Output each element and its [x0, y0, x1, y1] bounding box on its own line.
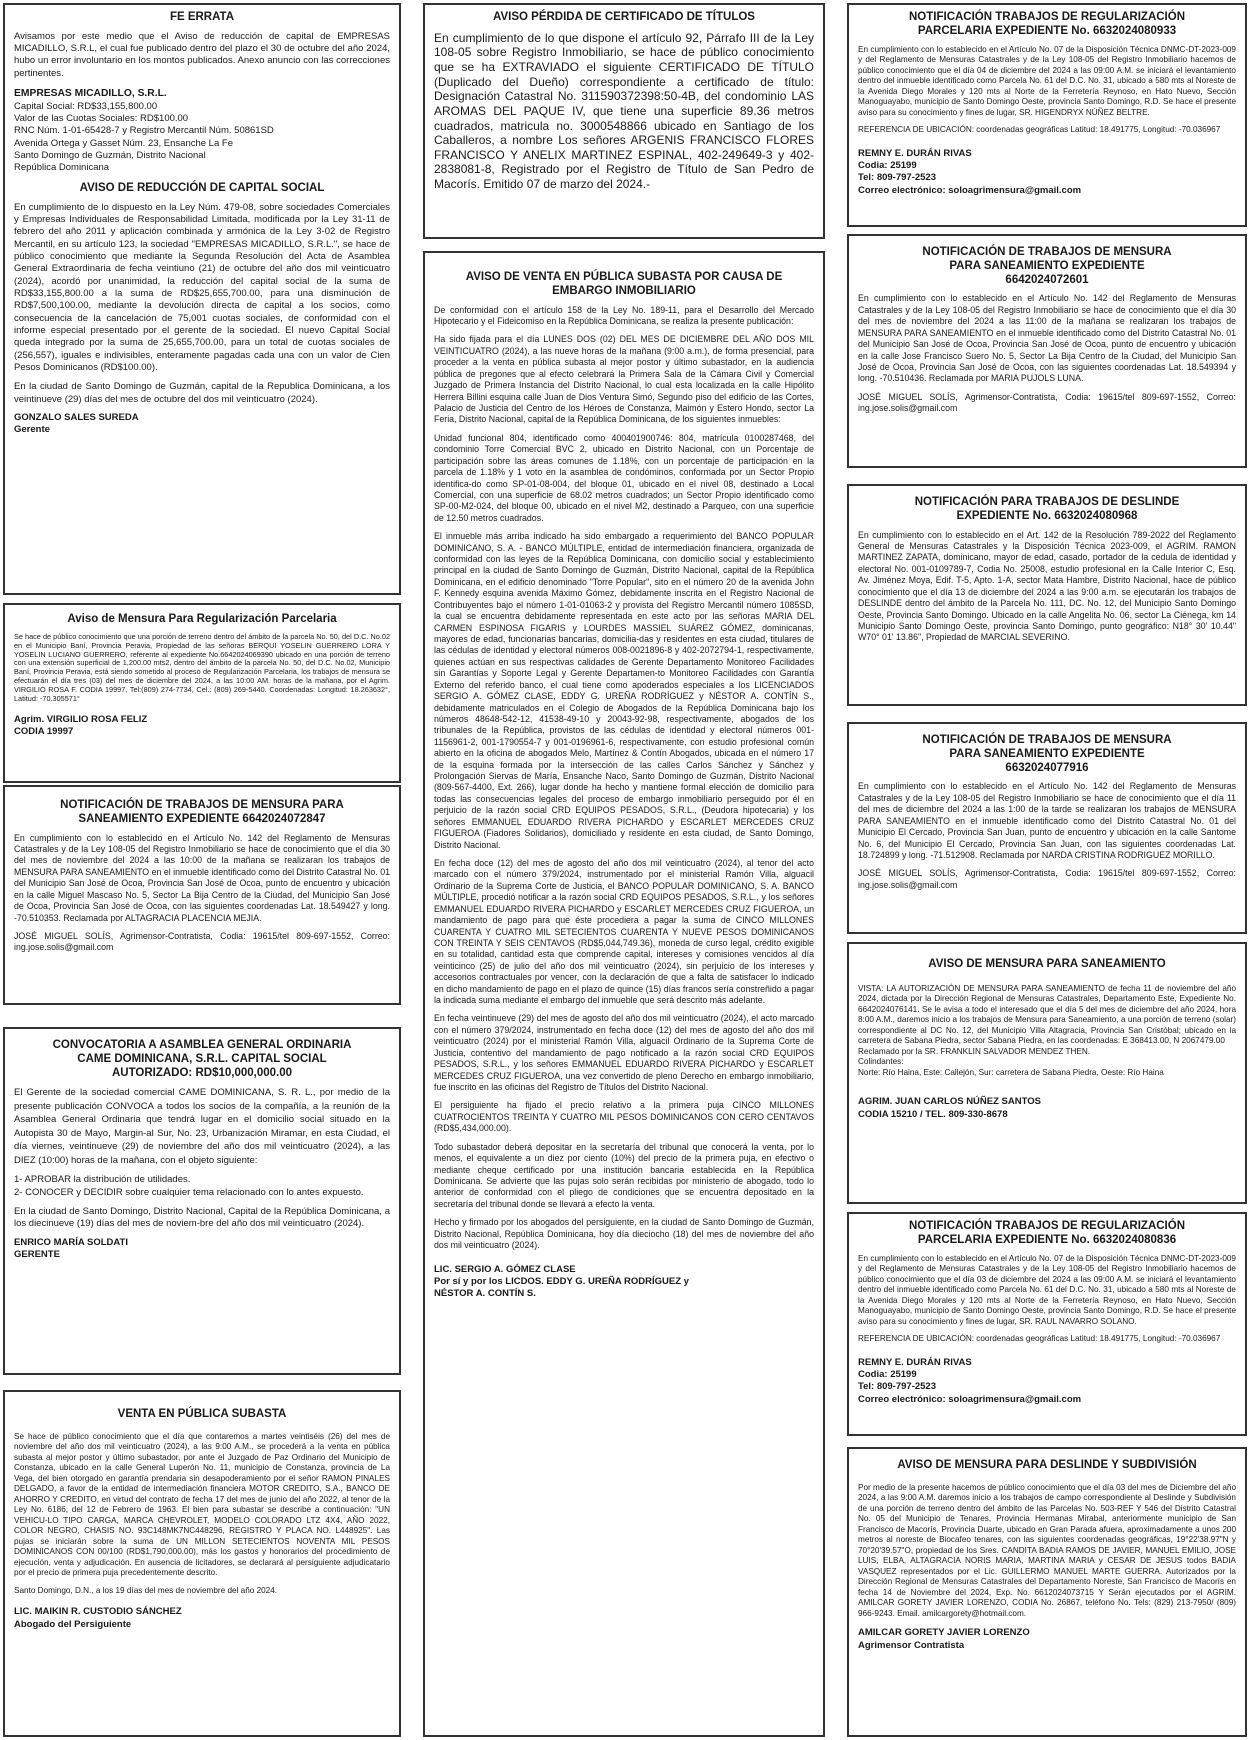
notice-paragraph: En cumplimiento con lo establecido en el Art. 142 de la Resolución 789-2022 del Reglamento General de Mensuras Catastrales y la Disposición Técnica 2023-009, el AGRIM. RAMON MARTINEZ ZAPATA, dominicano, mayor de edad, casado, portador de la cedula de identidad y electoral No. 001-0109789-7, Codia No. 25008, estudio profesional en la Calle Interior C, Esq. Av. Jiménez Moya, Edif. T-5, Apto. 1-A, sector Mata Hambre, Distrito Nacional, hace de público conocimiento que el día 13 de diciembre del 2024 a las 9:00 a.m. se ejecutarán los trabajos de DESLINDE dentro del ámbito de la Parcela No. 111, DC. No. 12, del Municipio Santo Domingo Oeste, Provincia Santo Domingo. Ubicado en la calle Angelita No. 06, sector La Ciénega, km 14 Municipio Santo Domingo Oeste, provincia Santo Domingo, punto geográfico: N18° 30' 10.44" W70° 01' 13.86", Propiedad de MARCIAL SEVERINO.: [858, 529, 1236, 643]
company-city: Santo Domingo de Guzmán, Distrito Nacional: [14, 150, 206, 162]
venta-subasta-notice: [3, 1390, 401, 1737]
signer-name: ENRICO MARÍA SOLDATI: [14, 1236, 128, 1248]
saneamiento-7916-notice: [847, 722, 1247, 934]
notice-date: Santo Domingo, D.N., a los 19 días del mes de noviembre del año 2024.: [14, 1585, 278, 1595]
signer-phone: Tel: 809-797-2523: [858, 1381, 936, 1393]
signer-name: REMNY E. DURÁN RIVAS: [858, 1356, 972, 1368]
signature-line: JOSÉ MIGUEL SOLÍS, Agrimensor-Contratista, Codia: 19615/tel 809-697-1552, Correo: ing.jose.solis@gmail.com: [858, 391, 1236, 414]
company-rnc: RNC Núm. 1-01-65428-7 y Registro Mercantil Núm. 50861SD: [14, 125, 274, 137]
notice-paragraph: Unidad funcional 804, identificado como 400401900746: 804, matrícula 0100287468, del condominio Torre Comercial BVC 2, ubicado en Distrito Nacional, con un Porcentaje de participación sobre las áreas comunes de 1.18%, con un porcentaje de participación en la parcela de 1.18% y 1 voto en la asamblea de condóminos, conformada por un Sector Propio identifica-do como SP-01-08-004, del bloque 01, ubicado en el nivel 08, destinado a Local Comercial, con una superficie de 68.02 metros cuadrados; un Sector Propio identificado como SP-00-M2-024, del bloque 00, ubicado en el nivel M2, destinado a Parqueo, con una superficie de 12.50 metros cuadrados.: [434, 432, 814, 523]
signer-name: LIC. MAIKIN R. CUSTODIO SÁNCHEZ: [14, 1606, 182, 1618]
signer-name: GONZALO SALES SUREDA: [14, 412, 139, 424]
signer-codia: Codia: 25199: [858, 159, 917, 171]
notice-paragraph: El persiguiente ha fijado el precio relativo a la primera puja CINCO MILLONES CUATROCIENTOS TREINTA Y CUATRO MIL PESOS DOMINICANOS CON CERO CENTAVOS (RD$5,434,000.00).: [434, 1100, 814, 1134]
notice-paragraph: En cumplimiento con lo establecido en el Artículo No. 07 de la Disposición Técnica DNMC-DT-2023-009 y del Reglamento de Mensuras Catastrales y de la Ley 108-05 del Registro Inmobiliario hacemos de público conocimiento que el día 03 de diciembre del 2024 a las 09:00 A.M. se iniciará el levantamiento dentro del inmueble identificado como Parcela No. 61 del D.C. No. 31, ubicado a 580 mts al Noreste de la Avenida Diego Morales y 120 mts al Norte de la Ferretería Reynoso, en Hato Nuevo, Sección Manoguayabo, municipio de Santo Domingo Oeste, provincia Santo Domingo, R.D. Se hace el presente aviso para su conocimiento y fines de lugar, SR. RAUL NAVARRO SOLANO.: [858, 1253, 1236, 1326]
agenda-item: 2- CONOCER y DECIDIR sobre cualquier tema relacionado con lo antes expuesto.: [14, 1186, 364, 1198]
notice-title: AVISO DE MENSURA PARA DESLINDE Y SUBDIVISIÓN: [897, 1459, 1197, 1471]
regularizacion-0836-notice: [847, 1212, 1247, 1436]
notice-paragraph: Por medio de la presente hacemos de público conocimiento que el día 03 del mes de Diciembre del año 2024, a las 9:00 A.M. daremos inicio a los trabajos de campo correspondiente al Deslinde y Subdivisión de una porción de terreno dentro del ámbito de las Parcelas No. 503-REF Y 546 del Distrito Catastral No. 05 del Municipio de Tenares, Provincia Hermanas Mirabal, anteriormente municipio de San Francisco de Macorís, Provincia Duarte, ubicado en Gran Parada afuera, aproximadamente a unos 200 metros al noreste de Biocafeo tenares, con las siguientes coordenadas geográficas, 19°22'38.97"N y 70°20'39.57"O, propiedad de los Sres. CANDITA BADIA RAMOS DE JAVIER, MANUEL EMILIO, JOSE LUIS, ELBA, ALTAGRACIA NORIS MARIA, MARTINA MARIA y CESAR DE JESUS todos BADIA VASQUEZ representados por el Lic. GUILLERMO MANUEL MARTE GUERRA. Autorizados por la Dirección Regional de Mensuras Catastrales del Departamento Noreste, San Francisco de Macorís en fecha 14 de Noviembre del 2024, Exp. No. 6612024073715 Y Serán ejecutados por el AGRIM. AMILCAR GORETY JAVIER LORENZO, CODIA No. 26867, teléfono No. Tels: (829) 213-7950/ (809) 966-9243. Email. amilcargorety@hotmail.com.: [858, 1482, 1236, 1618]
company-capital: Capital Social: RD$33,155,800.00: [14, 100, 158, 112]
notice-title: CONVOCATORIA A ASAMBLEA GENERAL ORDINARIA CAME DOMINICANA, S.R.L. CAPITAL SOCIAL AUTORIZADO: RD$10,000,000.00: [52, 1039, 352, 1079]
convocatoria-notice: [3, 1027, 401, 1375]
mensura-saneamiento-notice: [847, 942, 1247, 1204]
signer-role: Gerente: [14, 424, 50, 436]
notice-paragraph: En la ciudad de Santo Domingo de Guzmán, capital de la Republica Dominicana, a los veintinueve (29) días del mes de octubre del dos mil veinticuatro (2024).: [14, 381, 390, 405]
signer-name: Agrim. VIRGILIO ROSA FELIZ: [14, 713, 148, 725]
notice-paragraph: De conformidad con el artículo 158 de la Ley No. 189-11, para el Desarrollo del Mercado Hipotecario y el Fideicomiso en la República Dominicana, se realiza la presente publicación:: [434, 304, 814, 327]
notice-paragraph: Se hace de público conocimiento que una porción de terreno dentro del ámbito de la parcela No. 50, del D.C. No.02 en el Municipio Baní, Provincia Peravia, Propiedad de las señoras BERQUI YOSELIN GUERRERO LORA Y YOSELIN LUCIANO GUERRERO, referente al expediente No.6642024069390 ubicado en una porción de terreno con una extensión superficial de 1,200.00 mts2, dentro del ámbito de la parcela No. 50, del D.C. No.02, Municipio Baní, Provincia Peravia, está siendo sometido al proceso de Regularización Parcelaria, los trabajos de mensura se efectuarán el día tres (03) del mes de diciembre del 2024, a las 10:00 AM. horas de la mañana, por el Agrim. VIRGILIO ROSA F. CODIA 19997, Tel:(809) 274-7734, Cel.: (809) 269-5440. Coordenadas: Longitud: 18.263632°, Latitud: -70.305571°: [14, 631, 390, 704]
location-reference: REFERENCIA DE UBICACIÓN: coordenadas geográficas Latitud: 18.491775, Longitud: -70.036967: [858, 1334, 1221, 1344]
signer-co-signers: Por sí y por los LICDOS. EDDY G. UREÑA RODRÍGUEZ y: [434, 1275, 689, 1287]
agenda-item: 1- APROBAR la distribución de utilidades.: [14, 1174, 191, 1186]
notice-title: FE ERRATA: [169, 11, 235, 23]
signer-name: REMNY E. DURÁN RIVAS: [858, 147, 972, 159]
signer-role: Abogado del Persiguiente: [14, 1618, 132, 1630]
signer-name: LIC. SERGIO A. GÓMEZ CLASE: [434, 1263, 576, 1275]
notice-paragraph: En cumplimiento con lo establecido en el Artículo No. 142 del Reglamento de Mensuras Catastrales y de la Ley 108-05 del Registro Inmobiliario se hace de conocimiento que el día 11 del mes de diciembre del 2024 a las 1:00 de la tarde se realizaran los trabajos de MENSURA PARA SANEAMIENTO en el inmueble identificado como del Distrito Catastral No. 01 del Municipio El Cercado, Provincia San Juan, punto de encuentro y ubicación en la calle Santome No. 6, del Municipio El Cercado, Provincia San Juan, con las siguientes coordenadas Lat. 18.724899 y long. -71.512908. Reclamada por NARDA CRISTINA RODRIGUEZ MORILLO.: [858, 781, 1236, 860]
notice-title: NOTIFICACIÓN DE TRABAJOS DE MENSURA PARA SANEAMIENTO EXPEDIENTE 6642024072601: [922, 246, 1172, 286]
company-address: Avenida Ortega y Gasset Núm. 23, Ensanche La Fe: [14, 137, 233, 149]
regularizacion-0933-notice: [847, 3, 1247, 227]
company-name: EMPRESAS MICADILLO, S.R.L.: [14, 88, 167, 100]
location-reference: REFERENCIA DE UBICACIÓN: coordenadas geográficas Latitud: 18.491775, Longitud: -70.036967: [858, 125, 1221, 135]
notice-paragraph: En cumplimiento con lo establecido en el Artículo No. 142 del Reglamento de Mensuras Catastrales y de la Ley 108-05 del Registro Inmobiliario se hace de conocimiento que el día 30 del mes de noviembre del 2024 a las 11:00 de la mañana se realizaran los trabajos de MENSURA PARA SANEAMIENTO en el inmueble identificado como del Distrito Catastral No. 01 del Municipio San José de Ocoa, Provincia San José de Ocoa, punto de encuentro y ubicación en la calle Jose Francisco Suero No. 5, Sector La Bija Centro de la Ciudad, del Municipio San José de Ocoa, Provincia San José de Ocoa, con las siguientes coordenadas Lat. 18.549394 y long. -70.510436. Reclamada por MARIA PUJOLS LUNA.: [858, 293, 1236, 384]
notice-title: NOTIFICACIÓN PARA TRABAJOS DE DESLINDE EXPEDIENTE No. 6632024080968: [914, 496, 1180, 522]
notice-paragraph: Avisamos por este medio que el Aviso de reducción de capital de EMPRESAS MICADILLO, S.R.L, el cual fue publicado dentro del plazo el 30 de octubre del año 2024, hubo un error involuntario en los montos publicados. Anexo anuncio con las correcciones pertinentes.: [14, 30, 390, 79]
notice-subtitle: AVISO DE REDUCCIÓN DE CAPITAL SOCIAL: [79, 181, 325, 194]
notice-title: Aviso de Mensura Para Regularización Parcelaria: [67, 613, 337, 625]
notice-paragraph: El Gerente de la sociedad comercial CAME DOMINICANA, S. R. L., por medio de la presente publicación CONVOCA a todos los socios de la compañía, a la reunión de la Asamblea General Ordinaria que tendrá lugar en el domicilio social situado en la Autopista 30 de Mayo, Margin-al Sur, No. 23, Urbanización Miramar, en esta Ciudad, el día viernes, veintinueve (29) de noviembre del año dos mil veinticuatro (2024), a las DIEZ (10:00) horas de la mañana, con el objeto siguiente:: [14, 1087, 390, 1166]
signature-line: JOSÉ MIGUEL SOLÍS, Agrimensor-Contratista, Codia: 19615/tel 809-697-1552, Correo: ing.jose.solis@gmail.com: [14, 930, 390, 953]
notice-paragraph: Se hace de público conocimiento que el día que contaremos a martes veintiséis (26) del mes de noviembre del año dos mil veinticuatro (2024), a las 9:00 A.M., se procederá a la venta en pública subasta al mejor postor y último subastador, por ante el Juzgado de Paz Ordinario del Municipio de Constanza, ubicado en la calle General Luperón No. 11, municipio de Constanza, provincia de La Vega, del bien otorgado en garantía prendaria sin desapoderamiento por el señor RAMON PINALES DELGADO, a favor de la entidad de intermediación financiera MOTOR CREDITO, S.A., BANCO DE AHORRO Y CREDITO, en virtud del contrato de fecha 17 del mes de junio del año 2022, al tenor de la Ley No. 6186, del 12 de Febrero de 1963. El bien para subastar se describe a continuación: "UN VEHICU-LO TIPO CARGA, MARCA CHEVROLET, MODELO COLORADO LTZ 4X4, AÑO 2022, COLOR NEGRO, CHASIS NO. 93C148MK7NC448296, REGISTRO Y PLACA NO. L448925". Las pujas se iniciarán sobre la suma de UN MILLON SETECIENTOS NOVENTA MIL PESOS DOMINICANOS CON 00/100 (RD$1,790,000.00), más los gastos y honorarios del procedimiento de ejecución, venta y adjudicación. En ausencia de licitadores, se declarará al persiguiente adjudicatario por el precio de primera puja precedentemente descrito.: [14, 1431, 390, 1578]
signature-line: JOSÉ MIGUEL SOLÍS, Agrimensor-Contratista, Codia: 19615/tel 809-697-1552, Correo: ing.jose.solis@gmail.com: [858, 868, 1236, 890]
fe-errata-notice: [3, 3, 401, 595]
saneamiento-2601-notice: [847, 234, 1247, 468]
notice-title: AVISO DE MENSURA PARA SANEAMIENTO: [928, 958, 1166, 970]
mensura-regularizacion-notice: [3, 603, 401, 783]
signer-codia: CODIA 19997: [14, 726, 74, 738]
notice-title: VENTA EN PÚBLICA SUBASTA: [117, 1408, 287, 1420]
signer-name: AMILCAR GORETY JAVIER LORENZO: [858, 1627, 1030, 1639]
subasta-embargo-notice: [423, 251, 825, 1737]
signer-co-signers: NÉSTOR A. CONTÍN S.: [434, 1288, 536, 1300]
notice-paragraph: En cumplimiento con lo establecido en el Artículo No. 142 del Reglamento de Mensuras Catastrales y de la Ley 108-05 del Registro Inmobiliario se hace de conocimiento que el día 30 del mes de noviembre del 2024 a las 10:00 de la mañana se realizaran los trabajos de MENSURA PARA SANEAMIENTO en el inmueble identificado como del Distrito Catastral No. 01 del Municipio San José de Ocoa, Provincia San José de Ocoa, punto de encuentro y ubicación en la calle Miguel Mascaso No. 5, Sector La Bija Centro de la Ciudad, del Municipio San José de Ocoa, Provincia San José de Ocoa, con las siguientes coordenadas Lat. 18.549427 y long. -70.510353. Reclamada por ALTAGRACIA PLACENCIA MEJIA.: [14, 832, 390, 923]
notice-paragraph: El inmueble más arriba indicado ha sido embargado a requerimiento del BANCO POPULAR DOMINICANO, S. A. - BANCO MÚLTIPLE, entidad de intermediación financiera, organizada de conformidad con las leyes de la República Dominicana, con domicilio social y establecimiento principal en la ciudad de Santo Domingo de Guzmán, Distrito Nacional, capital de la República Dominicana, en el edificio denominado "Torre Popular", sito en el número 20 de la avenida John F. Kennedy esquina avenida Máximo Gómez, debidamente inscrita en el Registro Nacional de Contribuyentes bajo el número 1-01-01063-2 y provista del Registro Mercantil número 1085SD, la cual se encuentra debidamente representada en este acto por las señoras MARIA DEL CARMEN ESPINOSA FIGARIS y LOURDES MASSIEL SUÁREZ GÓMEZ, dominicanas, mayores de edad, funcionarias bancarias, domicilia-das y residentes en esta ciudad, titulares de las cédulas de identidad y electoral números 008-0021896-8 y 402-2072794-1, respectivamente, quienes actúan en sus respectivas calidades de Gerente Departamento Monitoreo Facilidades sin Garantías y Soporte Legal y Gerente Departamen-to Monitoreo Facilidades con Garantía Externo del referido banco, el cual tiene como apoderados especiales a los LICENCIADOS SERGIO A. GÓMEZ CLASE, EDDY G. UREÑA RODRÍGUEZ y NÉSTOR A. CONTÍN S., debidamente matriculados en el Colegio de Abogados de la República Dominicana bajo los números 48648-542-12, 41538-49-10 y 20043-92-98, respectivamente, abogados de los tribunales de la República, provistos de las cédulas de identidad y electoral números 001-1156961-2, 001-1790554-7 y 001-0196961-6, respectivamente, con estudio profesional común abierto en la oficina de abogados Melo, Martínez & Contín Abogados, ubicada en el número 17 de la esquina formada por la intersección de las calles Carlos Sánchez y Sánchez y Prolongación Siervas de María, Ensanche Naco, Santo Domingo de Guzmán, Distrito Nacional (809-567-4400, Ext. 266), lugar donde ha hecho y mantiene formal elección de domicilio para todas las consecuencias legales del proceso de embargo inmobiliario perseguido por él en perjuicio de la razón social CRD EQUIPOS PESADOS, S.R.L., (Deudora hipotecaria) y los señores EMMANUEL EDUARDO RIVERA PICHARDO y ESCARLET MERCEDES CRUZ FIGUEROA (Fiadores Solidarios), domiciliado y residente en esta ciudad, de Santo Domingo, Distrito Nacional.: [434, 531, 814, 850]
company-quota-value: Valor de las Cuotas Sociales: RD$100.00: [14, 113, 189, 125]
notice-paragraph: Ha sido fijada para el día LUNES DOS (02) DEL MES DE DICIEMBRE DEL AÑO DOS MIL VEINTICUATRO (2024), a las nueve horas de la mañana (9:00 a.m.), de forma presencial, para proceder a la venta en pública subasta al mejor postor y último subastador, en la audiencia pública de pregones que al efecto celebrará la Primera Sala de la Cámara Civil y Comercial Juzgado de Primera Instancia del Distrito Nacional, lo cual esta localizada en la calle Hipólito Herrera Billini esquina calle Juan de Dios Ventura Simó, Segundo piso del edificio de las Cortes, Palacio de Justicia del Centro de los Héroes de Constanza, Maimón y Estero Hondo, sector La Feria, Distrito Nacional, capital de la República Dominicana, de los siguientes inmuebles:: [434, 334, 814, 425]
notice-paragraph: En fecha doce (12) del mes de agosto del año dos mil veinticuatro (2024), al tenor del acto marcado con el número 379/2024, instrumentado por el ministerial Ramón Villa, alguacil Ordinario de la Suprema Corte de Justicia, el BANCO POPULAR DOMINICANO, S. A. BANCO MÚLTIPLE, procedió notificar a la razón social CRD EQUIPOS PESADOS, S.R.L., y los señores EMMANUEL EDUARDO RIVERA PICHARDO y ESCARLET MERCEDES CRUZ FIGUEROA, un mandamiento de pago para que éste procediera a pagar la suma de CINCO MILLONES CUARENTA Y CUATRO MIL SETECIENTOS CUARENTA Y NUEVE PESOS DOMINICANOS CON TREINTA Y SEIS CENTAVOS (RD$5,044,749.36), moneda de curso legal, crédito exigible en su totalidad, cantidad esta que comprende capital, intereses y comisiones vencidos al día veinticinco (25) de julio del año dos mil veinticuatro (2024), sin perjuicio de los intereses y accesorios contractuales por vencer, con la declaración de que a falta de satisfacer lo indicado en dicho mandamiento de pago en el plazo de quince (15) días francos sería constreñido a pagar la indicada suma mediante el embargo del inmueble que será descrito más adelante.: [434, 858, 814, 1006]
neighbors-detail: Norte: Río Haina, Este: Callejón, Sur: carretera de Sabana Piedra, Oeste: Río Haina: [858, 1067, 1164, 1077]
notice-paragraph: En la ciudad de Santo Domingo, Distrito Nacional, Capital de la República Dominicana, a los diecinueve (19) días del mes de noviem-bre del año dos mil veinticuatro (2024).: [14, 1205, 390, 1230]
notice-paragraph: En cumplimiento de lo dispuesto en la Ley Núm. 479-08, sobre sociedades Comerciales y Empresas Individuales de Responsabilidad Limitada, modificada por la Ley 31-11 de febrero del año 2011 y aplicación combinada y armónica de la Ley 3-02 de Registro Mercantil, en su artículo 123, la sociedad "EMPRESAS MICADILLO, S.R.L.", se hace de público conocimiento que mediante la Segunda Resolución del Acta de Asamblea General Extraordinaria de fecha veintiuno (21) de octubre del año dos mil veinticuatro (2024), acordó por unanimidad, la reducción del capital social de la suma de RD$33,155,800.00 a la suma de RD$25,655,700.00, para una disminución de RD$7,500,100.00, mediante la devolución directa de capital a los socios, como consecuencia de la cancelación de 75,001 cuotas sociales, de conformidad con el informe especial presentado por el gerente de la sociedad. El nuevo Capital Social queda integrado por la suma de 25,655,700.00, para un total de cuotas sociales de (256,557), iguales e indivisibles, enteramente pagadas cada una con un valor de Cien Pesos Dominicanos (RD$100.00).: [14, 201, 390, 374]
signer-phone: Tel: 809-797-2523: [858, 172, 936, 184]
notice-title: NOTIFICACIÓN DE TRABAJOS DE MENSURA PARA SANEAMIENTO EXPEDIENTE 6632024077916: [922, 734, 1172, 774]
signer-codia: Codia: 25199: [858, 1368, 917, 1380]
signer-email: Correo electrónico: soloagrimensura@gmail.com: [858, 184, 1082, 196]
notice-title: AVISO DE VENTA EN PÚBLICA SUBASTA POR CAUSA DE EMBARGO INMOBILIARIO: [465, 271, 783, 297]
notice-title: NOTIFICACIÓN TRABAJOS DE REGULARIZACIÓN PARCELARIA EXPEDIENTE No. 6632024080933: [909, 11, 1185, 37]
notice-paragraph: Hecho y firmado por los abogados del persiguiente, en la ciudad de Santo Domingo de Guzmán, Distrito Nacional, República Dominicana, hoy día dieciocho (18) del mes de noviembre del año dos mil veinticuatro (2024).: [434, 1217, 814, 1251]
signer-email: Correo electrónico: soloagrimensura@gmail.com: [858, 1393, 1082, 1405]
signer-name: AGRIM. JUAN CARLOS NÚÑEZ SANTOS: [858, 1096, 1041, 1108]
claimant-line: Reclamado por la SR. FRANKLIN SALVADOR MENDEZ THEN.: [858, 1046, 1091, 1056]
notice-title: NOTIFICACIÓN TRABAJOS DE REGULARIZACIÓN PARCELARIA EXPEDIENTE No. 6632024080836: [909, 1220, 1185, 1246]
signer-role: Agrimensor Contratista: [858, 1639, 965, 1651]
notice-title: AVISO PÉRDIDA DE CERTIFICADO DE TÍTULOS: [493, 11, 755, 23]
notice-paragraph: En fecha veintinueve (29) del mes de agosto del año dos mil veinticuatro (2024), el acto marcado con el número 379/2024, instrumentado en fecha doce (12) del mes de agosto del año dos mil veinticuatro (2024) por el ministerial Ramón Villa, alguacil Ordinario de la Suprema Corte de Justicia, contentivo del mandamiento de pago notificado a la razón social CRD EQUIPOS PESADOS, S.R.L., y los señores EMMANUEL EDUARDO RIVERA PICHARDO y ESCARLET MERCEDES CRUZ FIGUEROA, una vez convertido de pleno Derecho en embargo inmobiliario, fue inscrito en las oficinas del Registro de Títulos del Distrito Nacional.: [434, 1013, 814, 1093]
notice-paragraph: VISTA: LA AUTORIZACIÓN DE MENSURA PARA SANEAMIENTO de fecha 11 de noviembre del año 2024, dictada por la Dirección Regional de Mensuras Catastrales, Departamento Este, Expediente No. 6642024076141. Se le avisa a todo el interesado que el día 5 del mes de diciembre del año 2024, hora 8:00 A.M., daremos inicio a los trabajos de Mensura para Saneamiento, a una porción de terreno (solar) correspondiente al DC No. 12, del Municipio Villa Altagracia, Provincia San Cristóbal; ubicado en la carretera de Sabana Piedra, sector Sabana Piedra, en las coordenadas: E 368413.00, N 2067479.00: [858, 983, 1236, 1046]
company-country: República Dominicana: [14, 162, 110, 174]
signer-role: GERENTE: [14, 1249, 60, 1261]
signer-codia: CODIA 15210 / TEL. 809-330-8678: [858, 1108, 1008, 1120]
neighbors-label: Colindantes:: [858, 1057, 904, 1067]
deslinde-0968-notice: [847, 484, 1247, 706]
deslinde-subdivision-notice: [847, 1447, 1247, 1737]
notice-title: NOTIFICACIÓN DE TRABAJOS DE MENSURA PARA SANEAMIENTO EXPEDIENTE 6642024072847: [60, 799, 344, 825]
notice-paragraph: En cumplimiento con lo establecido en el Artículo No. 07 de la Disposición Técnica DNMC-DT-2023-009 y del Reglamento de Mensuras Catastrales y de la Ley 108-05 del Registro Inmobiliario hacemos de público conocimiento que el día 04 de diciembre del 2024 a las 09:00 A.M. se iniciará el levantamiento dentro del inmueble identificado como Parcela No. 61 del D.C. No. 31, ubicado a 580 mts al Noreste de la Avenida Diego Morales y 120 mts al Norte de la Ferretería Reynoso, en Hato Nuevo, Sección Manoguayabo, municipio de Santo Domingo Oeste, provincia Santo Domingo, R.D. Se hace el presente aviso para su conocimiento y fines de lugar, SR. HIGENDRYX NÚÑEZ BELTRE.: [858, 44, 1236, 117]
saneamiento-2847-notice: [3, 785, 401, 1005]
perdida-certificado-notice: [423, 3, 825, 239]
notice-paragraph: En cumplimiento de lo que dispone el artículo 92, Párrafo III de la Ley 108-05 sobre Registro Inmobiliario, se hace de público conocimiento que se ha EXTRAVIADO el siguiente CERTIFICADO DE TÍTULO (Duplicado del Dueño) correspondiente a certificado de título: Designación Catastral No. 311590372398:50-4B, del condominio LAS AROMAS DEL PAQUE IV, que tiene una superficie 89.36 metros cuadrados, matricula no. 3000548866 ubicado en Santiago de los Caballeros, a nombre Los señores ARGENIS FRANCISCO FLORES FRANCISCO Y ANELIX MARTINEZ ESPINAL, 402-249649-3 y 402-2838081-8, Registrado por el Registro de Título de San Pedro de Macorís. Emitido 07 de marzo del 2024.-: [434, 30, 814, 192]
notice-paragraph: Todo subastador deberá depositar en la secretaría del tribunal que conocerá la venta, por lo menos, el equivalente a un diez por ciento (10%) del precio de la primera puja, en efectivo o mediante cheque certificado por una institución bancaria establecida en la República Dominicana. Se advierte que las pujas solo serán recibidas por ministerio de abogado, todo lo anterior de conformidad con el pliego de condiciones que se encuentra depositado en la secretaría del tribunal donde se llevará a efecto la venta.: [434, 1141, 814, 1209]
